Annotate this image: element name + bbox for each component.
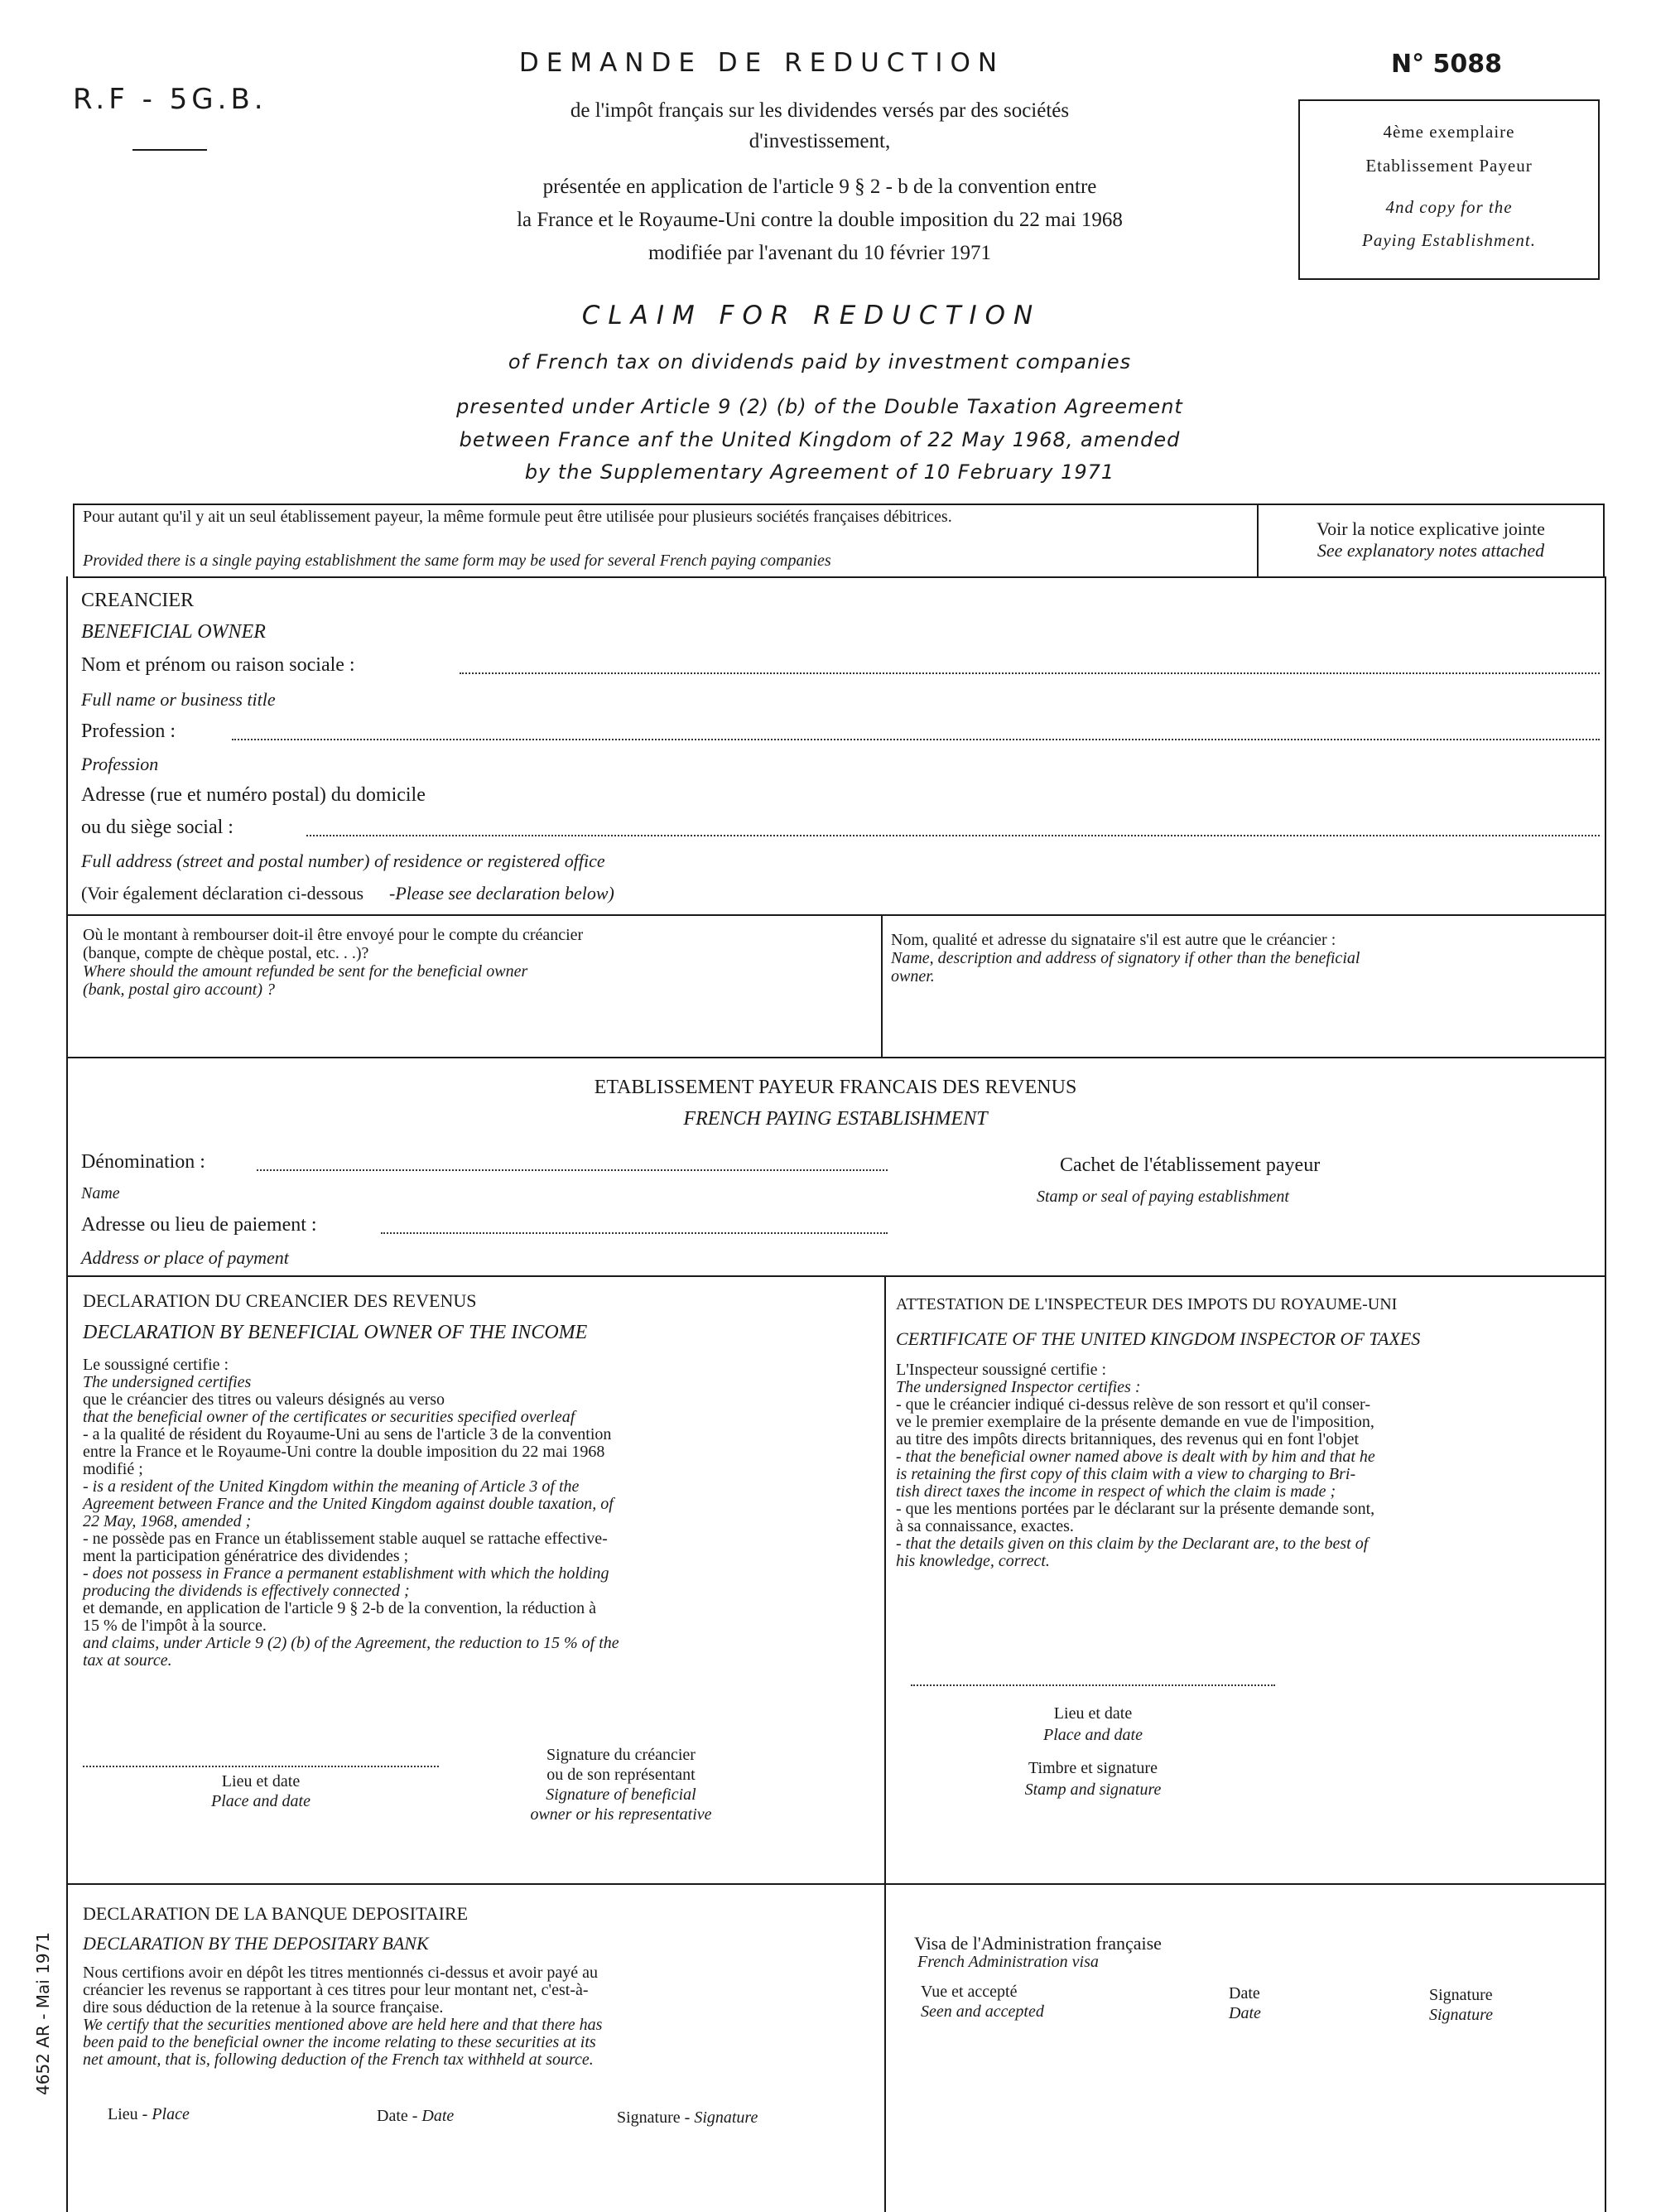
signatory-field[interactable] [891, 990, 1595, 1052]
bank-line: Nous certifions avoir en dépôt les titres mentionnés ci-dessus et avoir payé au [83, 1964, 599, 1982]
form-number: N° 5088 [1391, 50, 1503, 79]
inspector-line: ve le premier exemplaire de la présente demande en vue de l'imposition, [896, 1413, 1374, 1431]
inspector-stamp-label-en: Stamp and signature [1024, 1781, 1162, 1799]
inspector-line: au titre des impôts directs britanniques, des revenus qui en font l'objet [896, 1430, 1360, 1448]
french-title: DEMANDE DE REDUCTION [518, 48, 1005, 78]
declaration-place-label-fr: Lieu et date [221, 1772, 301, 1790]
intro-text-fr: Pour autant qu'il y ait un seul établissement payeur, la même formule peut être utilisée pour plusieurs sociétés françaises débitrices. [83, 508, 952, 526]
declaration-line: et demande, en application de l'article 9 § 2-b de la convention, la réduction à [83, 1599, 597, 1617]
bank-line: créancier les revenus se rapportant à ces titres pour leur montant net, c'est-à- [83, 1981, 589, 1999]
inspector-line: his knowledge, correct. [896, 1552, 1050, 1570]
declaration-signature-label-en: Signature of beneficial [546, 1786, 696, 1804]
bank-date-label-en: Date [421, 2107, 455, 2125]
bank-date-label [377, 2107, 454, 2126]
declaration-body [83, 1357, 878, 1670]
refund-label-en: Where should the amount refunded be sent for the beneficial owner [83, 962, 528, 981]
declaration-line: entre la France et le Royaume-Uni contre la double imposition du 22 mai 1968 [83, 1443, 605, 1461]
form-reference-code: R.F - 5G.B. [73, 83, 267, 116]
declaration-signature-label-fr: Signature du créancier [546, 1746, 696, 1764]
english-subtitle-line: between France anf the United Kingdom of 22 May 1968, amended [459, 428, 1181, 451]
inspector-place-label-en: Place and date [1043, 1726, 1143, 1744]
inspector-line: - que les mentions portées par le déclarant sur la présente demande sont, [896, 1500, 1375, 1518]
creancier-title-en: BENEFICIAL OWNER [81, 621, 266, 643]
bank-signature-area[interactable] [83, 2137, 878, 2203]
french-subtitle-line: d'investissement, [749, 130, 891, 152]
english-subtitle-line: by the Supplementary Agreement of 10 February 1971 [524, 460, 1115, 484]
declaration-line: modifié ; [83, 1460, 143, 1478]
declaration-place-date-field[interactable] [83, 1766, 439, 1767]
inspector-place-label-fr: Lieu et date [1053, 1704, 1133, 1723]
declaration-line: que le créancier des titres ou valeurs désignés au verso [83, 1390, 445, 1409]
bank-line: been paid to the beneficial owner the income relating to these securities at its [83, 2033, 596, 2051]
declaration-line: 15 % de l'impôt à la source. [83, 1617, 267, 1635]
declaration-place-label-en: Place and date [211, 1792, 310, 1810]
declaration-line: Le soussigné certifie : [83, 1356, 229, 1374]
bank-place-label-fr: Lieu - [108, 2105, 152, 2123]
declaration-title-en: DECLARATION BY BENEFICIAL OWNER OF THE INCOME [83, 1322, 588, 1343]
bank-place-label-en: Place [152, 2105, 190, 2123]
declaration-title-fr: DECLARATION DU CREANCIER DES REVENUS [83, 1290, 477, 1311]
french-subtitle-line: de l'impôt français sur les dividendes versés par des sociétés [570, 99, 1070, 122]
divider [881, 914, 883, 1057]
declaration-line: tax at source. [83, 1651, 172, 1670]
paying-establishment-title-fr: ETABLISSEMENT PAYEUR FRANCAIS DES REVENUS [594, 1077, 1077, 1098]
bank-line: We certify that the securities mentioned above are held here and that there has [83, 2016, 603, 2034]
payment-address-label-fr: Adresse ou lieu de paiement : [81, 1214, 317, 1236]
signatory-label-en-2: owner. [891, 967, 935, 986]
french-subtitle-line: présentée en application de l'article 9 § 2 - b de la convention entre [542, 176, 1097, 198]
intro-text-en: Provided there is a single paying establishment the same form may be used for several French paying companies [83, 552, 831, 570]
see-declaration-note-fr: (Voir également déclaration ci-dessous [81, 883, 364, 904]
inspector-stamp-label-fr: Timbre et signature [1028, 1759, 1158, 1777]
visa-seen-label-en: Seen and accepted [921, 2002, 1044, 2021]
divider [66, 914, 1605, 916]
divider [66, 1057, 1605, 1058]
divider [1257, 504, 1259, 576]
paying-stamp-label-en: Stamp or seal of paying establishment [1037, 1188, 1289, 1206]
denomination-field[interactable] [257, 1169, 888, 1171]
declaration-line: 22 May, 1968, amended ; [83, 1512, 252, 1530]
inspector-line: - que le créancier indiqué ci-dessus relève de son ressort et qu'il conser- [896, 1395, 1370, 1414]
english-subtitle-line: of French tax on dividends paid by investment companies [508, 350, 1132, 373]
inspector-line: - that the beneficial owner named above is dealt with by him and that he [896, 1448, 1375, 1466]
declaration-line: that the beneficial owner of the certificates or securities specified overleaf [83, 1408, 575, 1426]
bank-title-fr: DECLARATION DE LA BANQUE DEPOSITAIRE [83, 1903, 469, 1924]
inspector-line: is retaining the first copy of this claim with a view to charging to Bri- [896, 1465, 1356, 1483]
declaration-line: producing the dividends is effectively connected ; [83, 1582, 410, 1600]
visa-signature-label-en: Signature [1429, 2006, 1494, 2024]
inspector-place-date-field[interactable] [911, 1684, 1275, 1686]
visa-title-en: French Administration visa [917, 1953, 1099, 1971]
declaration-signature-label-en-2: owner or his representative [530, 1805, 712, 1824]
bank-line: net amount, that is, following deduction of the French tax withheld at source. [83, 2051, 594, 2069]
refund-destination-field[interactable] [83, 1002, 869, 1052]
inspector-title-en: CERTIFICATE OF THE UNITED KINGDOM INSPECTOR OF TAXES [896, 1328, 1421, 1349]
declaration-line: - is a resident of the United Kingdom within the meaning of Article 3 of the [83, 1477, 580, 1496]
english-subtitle-line: presented under Article 9 (2) (b) of the Double Taxation Agreement [456, 395, 1183, 418]
copy-label: Paying Establishment. [1362, 230, 1536, 250]
declaration-line: Agreement between France and the United Kingdom against double taxation, of [83, 1495, 614, 1513]
paying-establishment-title-en: FRENCH PAYING ESTABLISHMENT [683, 1108, 988, 1130]
denomination-label-en: Name [81, 1184, 120, 1202]
bank-place-label [108, 2105, 190, 2124]
divider [132, 149, 207, 151]
declaration-line: ment la participation génératrice des dividendes ; [83, 1547, 409, 1565]
visa-signature-label-fr: Signature [1429, 1986, 1493, 2004]
address-label-en: Full address (street and postal number) of residence or registered office [81, 851, 605, 871]
visa-stamp-area[interactable] [914, 2037, 1593, 2203]
notes-label-en: See explanatory notes attached [1317, 540, 1545, 561]
english-title: CLAIM FOR REDUCTION [581, 301, 1042, 330]
declaration-signature-field[interactable] [480, 1830, 762, 1872]
inspector-line: L'Inspecteur soussigné certifie : [896, 1361, 1107, 1379]
declaration-line: - ne possède pas en France un établissement stable auquel se rattache effective- [83, 1530, 608, 1548]
declaration-line: and claims, under Article 9 (2) (b) of the Agreement, the reduction to 15 % of the [83, 1634, 619, 1652]
declaration-signature-label-fr-2: ou de son représentant [546, 1766, 696, 1784]
visa-seen-label-fr: Vue et accepté [921, 1983, 1018, 2001]
bank-line: dire sous déduction de la retenue à la source française. [83, 1998, 444, 2017]
see-declaration-note-en: -Please see declaration below) [389, 883, 614, 904]
denomination-label-fr: Dénomination : [81, 1151, 205, 1173]
profession-field[interactable] [232, 739, 1600, 740]
copy-label: 4ème exemplaire [1383, 122, 1515, 142]
bank-title-en: DECLARATION BY THE DEPOSITARY BANK [83, 1933, 429, 1954]
inspector-line: à sa connaissance, exactes. [896, 1517, 1074, 1535]
signatory-label-fr: Nom, qualité et adresse du signataire s'il est autre que le créancier : [891, 931, 1336, 949]
refund-label-en-2: (bank, postal giro account) ? [83, 981, 276, 999]
copy-designation-box [1298, 99, 1600, 280]
inspector-stamp-field[interactable] [911, 1805, 1275, 1872]
bank-signature-label-fr: Signature - [617, 2108, 695, 2127]
printer-reference: 4652 AR - Mai 1971 [33, 1931, 53, 2095]
bank-date-label-fr: Date - [377, 2107, 422, 2125]
declaration-line: The undersigned certifies [83, 1373, 252, 1391]
address-label-fr: Adresse (rue et numéro postal) du domicile [81, 784, 426, 806]
copy-label: 4nd copy for the [1385, 197, 1513, 217]
inspector-line: The undersigned Inspector certifies : [896, 1378, 1141, 1396]
visa-title-fr: Visa de l'Administration française [914, 1933, 1162, 1954]
divider [66, 1275, 1605, 1277]
divider [884, 1275, 886, 1883]
address-field[interactable] [306, 835, 1600, 836]
creancier-title-fr: CREANCIER [81, 590, 195, 611]
notes-label-fr: Voir la notice explicative jointe [1317, 518, 1545, 539]
bank-signature-label [617, 2108, 758, 2128]
divider [66, 1883, 1605, 1885]
refund-label-fr-2: (banque, compte de chèque postal, etc. . .)? [83, 944, 369, 962]
declaration-line: - does not possess in France a permanent establishment with which the holding [83, 1564, 609, 1583]
bank-signature-label-en: Signature [694, 2108, 758, 2127]
declaration-line: - a la qualité de résident du Royaume-Uni au sens de l'article 3 de la convention [83, 1425, 612, 1443]
name-label-fr: Nom et prénom ou raison sociale : [81, 654, 355, 676]
bank-body [83, 1964, 878, 2069]
name-label-en: Full name or business title [81, 689, 276, 710]
signatory-label-en: Name, description and address of signatory if other than the beneficial [891, 949, 1360, 967]
payment-address-label-en: Address or place of payment [81, 1247, 289, 1268]
payment-address-field[interactable] [381, 1232, 888, 1234]
inspector-line: - that the details given on this claim by the Declarant are, to the best of [896, 1535, 1369, 1553]
paying-stamp-label-fr: Cachet de l'établissement payeur [1060, 1154, 1321, 1176]
profession-label-en: Profession [81, 754, 159, 774]
visa-date-label-fr: Date [1229, 1984, 1260, 2002]
french-subtitle-line: modifiée par l'avenant du 10 février 1971 [647, 242, 992, 264]
inspector-body [896, 1361, 1600, 1570]
profession-label-fr: Profession : [81, 720, 176, 742]
refund-label-fr: Où le montant à rembourser doit-il être envoyé pour le compte du créancier [83, 926, 584, 944]
visa-date-label-en: Date [1229, 2004, 1261, 2022]
french-subtitle-line: la France et le Royaume-Uni contre la double imposition du 22 mai 1968 [517, 209, 1123, 231]
name-field[interactable] [460, 672, 1600, 674]
inspector-title-fr: ATTESTATION DE L'INSPECTEUR DES IMPOTS DU ROYAUME-UNI [896, 1295, 1398, 1313]
copy-label: Etablissement Payeur [1365, 156, 1533, 176]
divider [884, 1883, 886, 2212]
address-label-fr-2: ou du siège social : [81, 817, 233, 838]
inspector-line: tish direct taxes the income in respect of which the claim is made ; [896, 1482, 1336, 1501]
